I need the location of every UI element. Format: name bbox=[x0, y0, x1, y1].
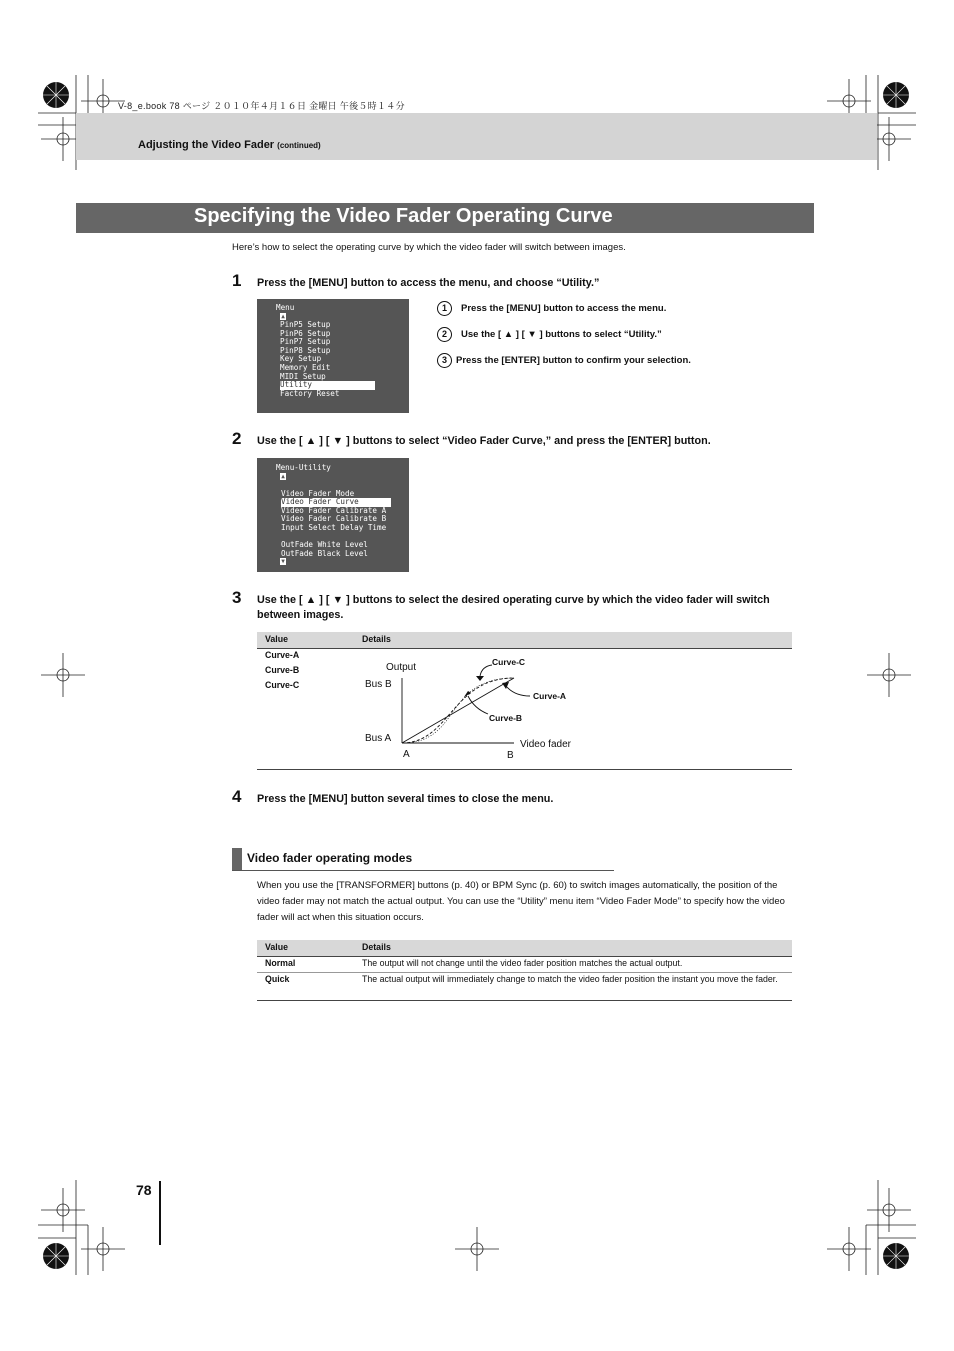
table1-header-value: Value bbox=[265, 634, 288, 644]
table1-value: Curve-A bbox=[265, 650, 300, 660]
table2-row-details: The actual output will immediately change to match the video fader position the instant you move the fader. bbox=[362, 974, 778, 984]
menu-item: PinP6 Setup bbox=[280, 328, 331, 338]
table1-value: Curve-B bbox=[265, 665, 300, 675]
page-number: 78 bbox=[136, 1182, 152, 1198]
section-underline bbox=[232, 870, 614, 871]
substep-3-number: 3 bbox=[437, 353, 452, 368]
table2-header-value: Value bbox=[265, 942, 288, 952]
diagram-curve-a-label: Curve-A bbox=[533, 691, 567, 701]
menu-item: Key Setup bbox=[280, 354, 322, 364]
section-paragraph: When you use the [TRANSFORMER] buttons (p. 40) or BPM Sync (p. 60) to switch images automatically, the position of the video fader may not match the actual output. You can use the “Utility” menu item “Video Fader Mode” to specify how the video fader will act when this situation occurs. bbox=[257, 880, 785, 923]
menu-item: OutFade Black Level bbox=[281, 548, 368, 558]
utility-screen-title: Menu-Utility bbox=[276, 463, 331, 472]
curve-a-leader bbox=[506, 686, 530, 696]
table1-header-details: Details bbox=[362, 634, 391, 644]
table2-row-value: Quick bbox=[265, 974, 290, 984]
menu-item: Video Fader Mode bbox=[281, 488, 355, 498]
book-info: V-8_e.book 78 ページ ２０１０年４月１６日 金曜日 午後５時１４分 bbox=[118, 101, 405, 111]
scroll-up-icon: ▲ bbox=[281, 313, 285, 320]
diagram-video-fader-label: Video fader bbox=[520, 739, 571, 750]
menu-item-selected: Video Fader Curve bbox=[281, 498, 391, 507]
curve-a-line bbox=[402, 678, 514, 743]
substep-2-number: 2 bbox=[437, 327, 452, 342]
menu-item-selected: Utility bbox=[280, 381, 375, 390]
substep-1-number: 1 bbox=[437, 301, 452, 316]
table1-value: Curve-C bbox=[265, 680, 300, 690]
section-bar bbox=[232, 848, 242, 870]
diagram-output-label: Output bbox=[386, 662, 417, 673]
menu-item: Memory Edit bbox=[280, 363, 331, 372]
scroll-down-icon: ▼ bbox=[281, 558, 285, 565]
step-2-text: Use the [ ▲ ] [ ▼ ] buttons to select “Video Fader Curve,” and press the [ENTER] button. bbox=[257, 435, 711, 447]
menu-item: Factory Reset bbox=[280, 388, 340, 398]
page-title: Specifying the Video Fader Operating Curve bbox=[194, 205, 613, 227]
menu-item: OutFade White Level bbox=[281, 540, 368, 550]
diagram-bus-b-label: Bus B bbox=[365, 679, 392, 690]
curve-c-leader bbox=[480, 665, 492, 676]
curve-c-arrowhead bbox=[476, 676, 484, 681]
step-4-number: 4 bbox=[232, 787, 242, 806]
header-continued: (continued) bbox=[277, 141, 321, 150]
scroll-up-icon: ▲ bbox=[281, 473, 285, 480]
section-title: Video fader operating modes bbox=[247, 851, 413, 865]
substep-1-text: Press the [MENU] button to access the menu. bbox=[461, 303, 667, 314]
table2-header-details: Details bbox=[362, 942, 391, 952]
substep-3-text: Press the [ENTER] button to confirm your selection. bbox=[456, 355, 691, 366]
diagram-curve-b-label: Curve-B bbox=[489, 713, 523, 723]
header-title: Adjusting the Video Fader bbox=[138, 139, 275, 151]
table2-row-divider bbox=[257, 972, 792, 973]
curve-diagram bbox=[380, 650, 580, 760]
menu-item: Video Fader Calibrate A bbox=[281, 505, 387, 515]
menu-item: PinP5 Setup bbox=[280, 320, 331, 329]
utility-menu-screen bbox=[257, 458, 409, 572]
menu-item: PinP8 Setup bbox=[280, 345, 331, 355]
menu-screen bbox=[257, 299, 409, 413]
menu-item: Video Fader Calibrate B bbox=[281, 514, 387, 524]
menu-item: Input Select Delay Time bbox=[281, 522, 387, 532]
table1-header bbox=[257, 632, 792, 648]
step-1-text: Press the [MENU] button to access the menu, and choose “Utility.” bbox=[257, 277, 600, 289]
table2-row-value: Normal bbox=[265, 958, 296, 968]
step-1-number: 1 bbox=[232, 271, 242, 290]
intro-text: Here’s how to select the operating curve by which the video fader will switch between images. bbox=[232, 242, 626, 253]
diagram-axis-a-label: A bbox=[403, 749, 410, 760]
step-2-number: 2 bbox=[232, 429, 242, 448]
diagram-bus-a-label: Bus A bbox=[365, 733, 392, 744]
diagram-curve-c-label: Curve-C bbox=[492, 657, 526, 667]
diagram-axis-b-label: B bbox=[507, 750, 514, 761]
menu-item: PinP7 Setup bbox=[280, 337, 331, 347]
step-3-number: 3 bbox=[232, 588, 242, 607]
running-header bbox=[138, 139, 321, 151]
table1-bottom-rule bbox=[257, 769, 792, 770]
substep-2-text: Use the [ ▲ ] [ ▼ ] buttons to select “Utility.” bbox=[461, 329, 662, 340]
table1-rule bbox=[257, 648, 792, 649]
page-number-rule bbox=[159, 1181, 161, 1245]
table2-rule bbox=[257, 956, 792, 957]
menu-item: MIDI Setup bbox=[280, 371, 326, 381]
header-band bbox=[76, 113, 877, 160]
menu-screen-title: Menu bbox=[276, 303, 295, 312]
table2-header bbox=[257, 940, 792, 956]
table2-bottom-rule bbox=[257, 1000, 792, 1001]
step-4-text: Press the [MENU] button several times to close the menu. bbox=[257, 793, 554, 805]
table2-row-details: The output will not change until the video fader position matches the actual output. bbox=[362, 958, 683, 968]
step-3-text: Use the [ ▲ ] [ ▼ ] buttons to select the desired operating curve by which the video fader will switch between images. bbox=[257, 594, 770, 621]
